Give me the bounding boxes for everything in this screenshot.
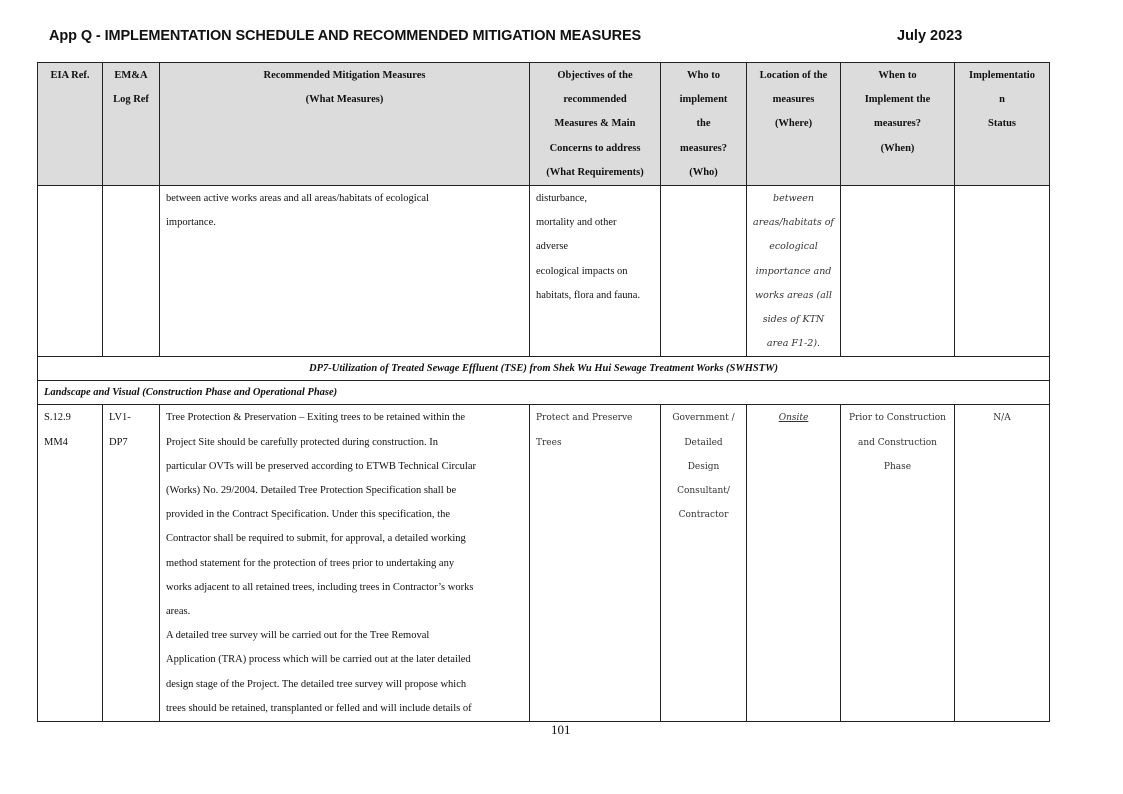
text-line: areas/habitats of	[753, 217, 834, 229]
text-line: method statement for the protection of trees prior to undertaking any	[166, 557, 455, 569]
cell-status	[955, 186, 1050, 357]
cell-who	[661, 186, 747, 357]
text-line: Project Site should be carefully protected during construction. In	[166, 436, 439, 448]
header-line: (Who)	[689, 166, 718, 178]
header-line: recommended	[563, 94, 627, 106]
table-row-continuation	[38, 186, 1050, 357]
header-line: n	[999, 94, 1005, 106]
text-line: mortality and other	[536, 217, 617, 229]
header-line: Measures & Main	[554, 118, 636, 130]
text-line: Contractor	[678, 510, 729, 521]
header-line: implement	[679, 94, 728, 106]
cell-log-ref	[103, 405, 160, 722]
header-line: Implementatio	[969, 70, 1035, 81]
text-line: Government /	[672, 413, 735, 424]
implementation-schedule-table	[37, 62, 1050, 722]
column-header-who	[661, 63, 747, 186]
text-line: sides of KTN	[762, 314, 825, 326]
document-title: App Q - IMPLEMENTATION SCHEDULE AND RECOMMENDED MITIGATION MEASURES	[49, 28, 642, 44]
header-line: the	[696, 118, 711, 130]
cell-log-ref	[103, 186, 160, 357]
section-heading-row	[38, 357, 1050, 381]
text-line: disturbance,	[536, 193, 588, 205]
header-line: (Where)	[774, 118, 813, 130]
column-header-log-ref	[103, 63, 160, 186]
column-header-eia-ref	[38, 63, 103, 186]
header-line: Recommended Mitigation Measures	[263, 70, 426, 81]
text-line: Consultant/	[677, 486, 730, 497]
text-line: habitats, flora and fauna.	[536, 289, 641, 301]
header-line: (When)	[880, 142, 915, 154]
header-line: EIA Ref.	[50, 70, 90, 81]
text-line: between active works areas and all areas/habitats of ecological	[166, 193, 429, 205]
text-line: Contractor shall be required to submit, for approval, a detailed working	[166, 533, 466, 545]
text-line: DP7	[109, 436, 128, 448]
header-line: measures	[772, 94, 815, 106]
column-header-objectives	[530, 63, 661, 186]
header-line: Location of the	[759, 70, 828, 81]
header-line: measures?	[873, 118, 922, 130]
header-line: Objectives of the	[557, 70, 633, 81]
cell-eia-ref	[38, 405, 103, 722]
text-line: Tree Protection & Preservation – Exiting trees to be retained within the	[166, 412, 466, 424]
cell-eia-ref	[38, 186, 103, 357]
header-line: Concerns to address	[549, 142, 641, 154]
header-line: measures?	[679, 142, 728, 154]
text-line: Prior to Construction	[849, 413, 946, 424]
cell-when	[841, 405, 955, 722]
text-line: Phase	[883, 461, 912, 472]
cell-when	[841, 186, 955, 357]
text-line: ecological	[769, 241, 818, 253]
column-header-measures	[160, 63, 530, 186]
header-line: Log Ref	[113, 94, 149, 106]
text-line: A detailed tree survey will be carried out for the Tree Removal	[166, 630, 430, 642]
text-line: Detailed	[684, 437, 723, 448]
cell-objectives: Protect and Preserve Trees	[530, 405, 661, 722]
text-line: trees should be retained, transplanted or felled and will include details of	[166, 702, 472, 714]
cell-measures	[160, 405, 530, 722]
text-line: importance and	[755, 265, 832, 277]
text-line: importance.	[166, 217, 216, 229]
header-line: Implement the	[864, 94, 931, 106]
header-line: Status	[987, 118, 1016, 130]
text-line: between	[772, 193, 814, 205]
column-header-location	[747, 63, 841, 186]
document-date: July 2023	[897, 28, 963, 44]
cell-objectives	[530, 186, 661, 357]
location-onsite: Onsite	[778, 413, 809, 424]
text-line: MM4	[44, 436, 68, 448]
column-header-status	[955, 63, 1050, 186]
cell-measures	[160, 186, 530, 357]
table-row	[38, 405, 1050, 722]
text-line: area F1-2).	[766, 338, 821, 350]
cell-status: N/A	[955, 405, 1050, 722]
table-header-row	[38, 63, 1050, 186]
text-line: Design	[687, 461, 720, 472]
text-line: works adjacent to all retained trees, including trees in Contractor’s works	[166, 581, 474, 593]
section-heading: DP7-Utilization of Treated Sewage Effluent (TSE) from Shek Wu Hui Sewage Treatment Works (SWHSTW)	[38, 357, 1050, 381]
header-line: EM&A	[114, 70, 148, 81]
text-line: particular OVTs will be preserved according to ETWB Technical Circular	[166, 460, 477, 472]
header-line: Who to	[687, 70, 720, 81]
page-number: 101	[551, 722, 571, 737]
text-line: (Works) No. 29/2004. Detailed Tree Protection Specification shall be	[166, 485, 457, 497]
text-line: S.12.9	[44, 412, 71, 424]
text-line: works areas (all	[755, 289, 832, 301]
text-line: areas.	[166, 606, 191, 618]
subsection-heading-row	[38, 381, 1050, 405]
cell-location	[747, 186, 841, 357]
header-line: (What Requirements)	[546, 166, 644, 178]
header-line: (What Measures)	[305, 94, 384, 106]
cell-location	[747, 405, 841, 722]
cell-who	[661, 405, 747, 722]
text-line: ecological impacts on	[536, 265, 628, 277]
header-line: When to	[878, 70, 917, 81]
text-line: design stage of the Project. The detailed tree survey will propose which	[166, 678, 467, 690]
subsection-heading: Landscape and Visual (Construction Phase and Operational Phase)	[38, 381, 1050, 405]
column-header-when	[841, 63, 955, 186]
text-line: Application (TRA) process which will be carried out at the later detailed	[166, 654, 471, 666]
text-line: provided in the Contract Specification. Under this specification, the	[166, 509, 451, 521]
text-line: adverse	[536, 241, 569, 253]
text-line: and Construction	[858, 437, 937, 448]
text-line: LV1-	[109, 412, 131, 424]
